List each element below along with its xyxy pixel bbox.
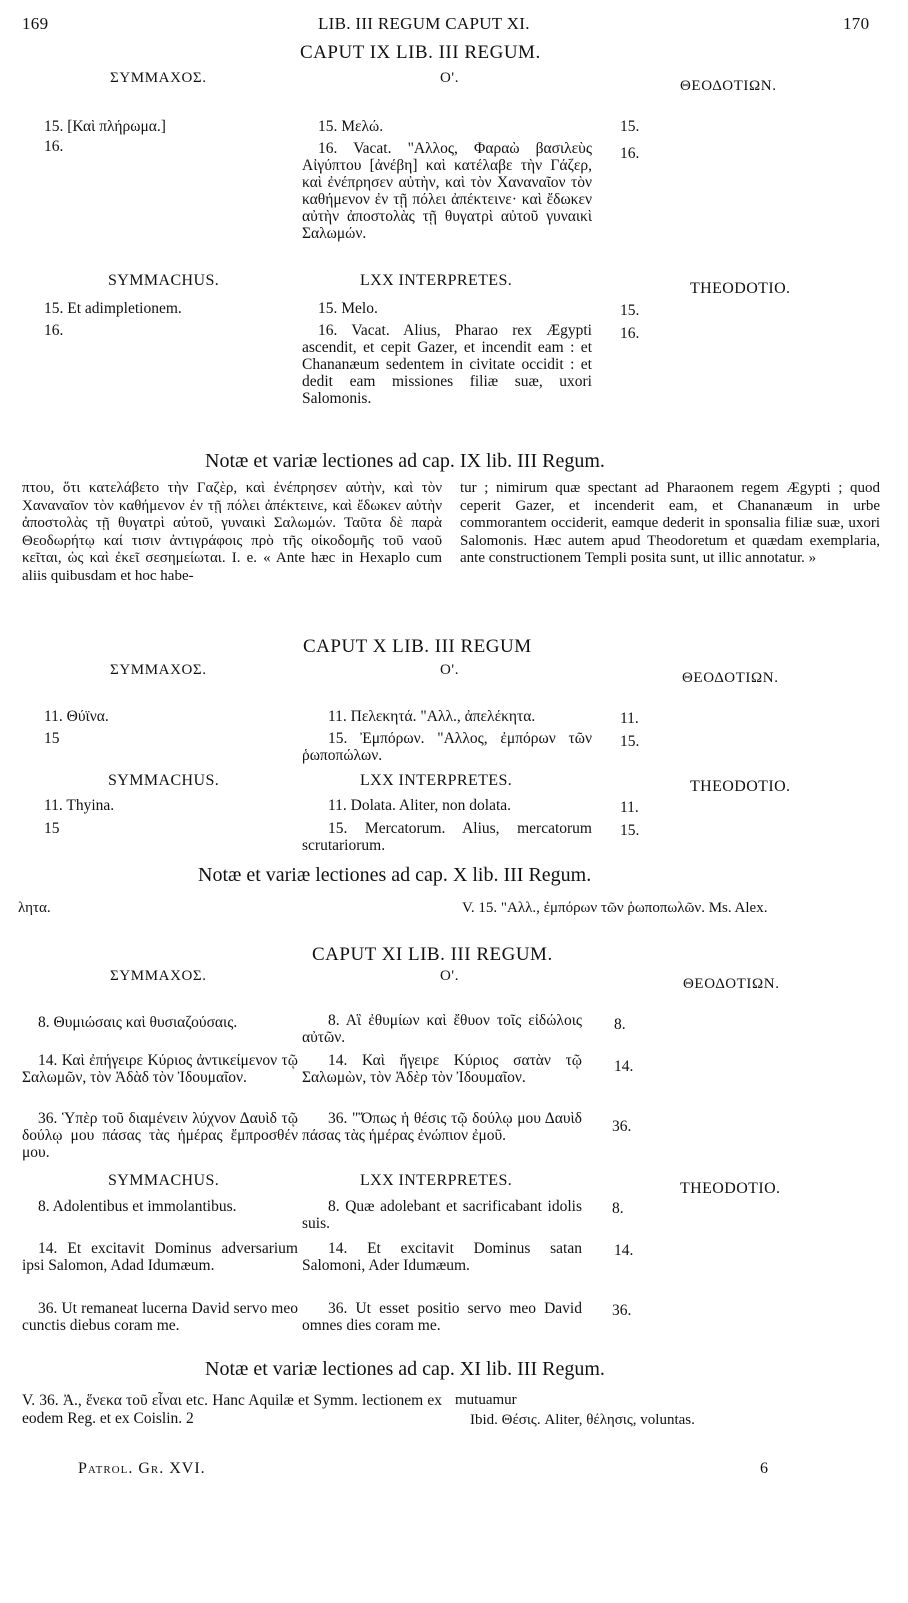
caput-ix-greek-lxx-15: 15. Μελώ. [318,118,384,135]
caput-xi-notes-right-2: Ibid. Θέσις. Aliter, θέλησις, voluntas. [470,1412,695,1428]
caput-xi-greek-theodotion-head: ΘΕΟΔΟΤΙΩΝ. [683,976,780,992]
caput-xi-latin-theo-8: 8. [612,1200,624,1217]
caput-xi-greek-theo-36: 36. [612,1118,632,1135]
caput-xi-greek-sym-36: 36. Ὑπὲρ τοῦ διαμένειν λύχνον Δαυὶδ τῷ δούλῳ μου πάσας τὰς ἡμέρας ἔμπροσθέν μου. [22,1110,298,1161]
footer-series: Patrol. Gr. XVI. [78,1460,206,1477]
caput-xi-greek-lxx-8: 8. Αἳ ἐθυμίων καὶ ἔθυον τοῖς εἰδώλοις αὐτῶν. [302,1012,582,1046]
caput-x-latin-theo-11: 11. [620,799,639,816]
caput-xi-latin-lxx-36: 36. Ut esset positio servo meo David omnes dies coram me. [302,1300,582,1334]
caput-x-greek-theodotion-head: ΘΕΟΔΟΤΙΩΝ. [682,670,779,686]
caput-xi-notes-right-1: mutuamur [455,1392,517,1408]
caput-ix-latin-sym-15: 15. Et adimpletionem. [44,300,182,317]
caput-x-notes-left: λητα. [18,900,51,916]
caput-x-title: CAPUT X LIB. III REGUM [303,636,532,657]
caput-xi-title: CAPUT XI LIB. III REGUM. [312,944,553,965]
caput-x-latin-theo-15: 15. [620,822,640,839]
caput-ix-greek-theodotion-head: ΘΕΟΔΟΤΙΩΝ. [680,78,777,94]
caput-x-latin-symmachus-head: SYMMACHUS. [108,772,220,789]
caput-ix-greek-symmachus-head: ΣΥΜΜΑΧΟΣ. [110,70,207,86]
caput-ix-greek-theo-15: 15. [620,118,640,135]
caput-xi-latin-sym-36: 36. Ut remaneat lucerna David servo meo cunctis diebus coram me. [22,1300,298,1334]
caput-xi-latin-lxx-head: LXX INTERPRETES. [360,1172,513,1189]
caput-x-greek-sym-11: 11. Θύϊνα. [44,708,109,725]
caput-xi-greek-lxx-head: O'. [440,968,460,984]
caput-ix-title: CAPUT IX LIB. III REGUM. [300,42,541,63]
caput-ix-notes-left: πτου, ὅτι κατελάβετο τὴν Γαζὲρ, καὶ ἐνέπρησεν αὐτὴν, καὶ τὸν Χαναναῖον τὸν καθήμενον ἐν τῇ πόλει ἀπέκτεινε, καὶ ἔδωκεν αὐτὴν ἀποστολὰς τῇ θυγατρὶ αὐτοῦ, γυναικὶ Σαλωμών. Ταῦτα δὲ παρὰ Θεοδωρήτῳ καί τισιν ἀντιγράφοις πρὸ τῆς οἰκοδομῆς τοῦ ναοῦ κεῖται, ὡς καὶ ἐκεῖ σεσημείωται. I. e. « Ante hæc in Hexaplo cum aliis quibusdam et hoc habe- [22,480,442,584]
caput-ix-latin-symmachus-head: SYMMACHUS. [108,272,220,289]
caput-ix-greek-sym-15: 15. [Καὶ πλήρωμα.] [44,118,166,135]
caput-ix-latin-theodotion-head: THEODOTIO. [690,280,791,297]
caput-x-latin-lxx-head: LXX INTERPRETES. [360,772,513,789]
caput-x-greek-theo-11: 11. [620,710,639,727]
caput-xi-greek-lxx-14: 14. Καὶ ἤγειρε Κύριος σατὰν τῷ Σαλωμὼν, τὸν Ἀδὲρ τὸν Ἰδουμαῖον. [302,1052,582,1086]
caput-ix-latin-lxx-16: 16. Vacat. Alius, Pharao rex Ægypti ascendit, et cepit Gazer, et incendit eam : et Chananæum sedentem in civitate occidit : et dedit eam missiones filiæ suæ, uxori Salomonis. [302,322,592,407]
caput-xi-greek-sym-8: 8. Θυμιώσαις καὶ θυσιαζούσαις. [38,1014,238,1031]
running-head: LIB. III REGUM CAPUT XI. [318,14,530,33]
caput-ix-latin-theo-15: 15. [620,302,640,319]
caput-xi-latin-lxx-8: 8. Quæ adolebant et sacrificabant idolis suis. [302,1198,582,1232]
caput-ix-latin-lxx-head: LXX INTERPRETES. [360,272,513,289]
caput-ix-greek-lxx-16: 16. Vacat. "Αλλος, Φαραὼ βασιλεὺς Αἰγύπτου [ἀνέβη] καὶ κατέλαβε τὴν Γάζερ, καὶ ἐνέπρησεν αὐτὴν, καὶ τὸν Χαναναῖον τὸν καθήμενον ἐν τῇ πόλει ἀπέκτεινε· καὶ ἔδωκεν αὐτὴν ἀποστολὰς τῇ θυγατρὶ αὐτοῦ γυναικὶ Σαλωμών. [302,140,592,242]
caput-xi-latin-lxx-14: 14. Et excitavit Dominus satan Salomoni, Ader Idumæum. [302,1240,582,1274]
caput-ix-greek-lxx-head: O'. [440,70,460,86]
caput-x-greek-symmachus-head: ΣΥΜΜΑΧΟΣ. [110,662,207,678]
caput-xi-latin-theo-36: 36. [612,1302,632,1319]
caput-xi-latin-symmachus-head: SYMMACHUS. [108,1172,220,1189]
caput-x-latin-sym-11: 11. Thyina. [44,797,115,814]
caput-ix-latin-theo-16: 16. [620,325,640,342]
caput-ix-latin-lxx-15: 15. Melo. [318,300,378,317]
caput-ix-notes-right: tur ; nimirum quæ spectant ad Pharaonem regem Ægypti ; quod ceperit Gazer, et incenderit eam, et Chananæum in urbe commorantem occiderit, eamque dederit in sponsalia filiæ suæ, uxori Salomonis. Hæc autem apud Theodoretum et quædam exemplaria, ante constructionem Templi posita sunt, ut illic annotatur. » [460,480,880,566]
caput-x-greek-lxx-11: 11. Πελεκητά. "Αλλ., ἀπελέκητα. [328,708,536,725]
page-number-left: 169 [22,14,49,33]
caput-xi-greek-sym-14: 14. Καὶ ἐπήγειρε Κύριος ἀντικείμενον τῷ Σαλωμῶν, τὸν Ἀδὰδ τὸν Ἰδουμαῖον. [22,1052,298,1086]
caput-xi-notes-title: Notæ et variæ lectiones ad cap. XI lib. III Regum. [205,1358,605,1380]
caput-ix-greek-sym-16: 16. [44,138,64,155]
caput-x-notes-right: V. 15. "Αλλ., ἐμπόρων τῶν ῥωποπωλῶν. Ms. Alex. [462,900,768,916]
caput-xi-greek-symmachus-head: ΣΥΜΜΑΧΟΣ. [110,968,207,984]
footer-signature: 6 [760,1460,769,1477]
caput-x-greek-theo-15: 15. [620,733,640,750]
caput-x-latin-lxx-15: 15. Mercatorum. Alius, mercatorum scrutariorum. [302,820,592,854]
page-number-right: 170 [843,14,870,33]
caput-x-notes-title: Notæ et variæ lectiones ad cap. X lib. III Regum. [198,864,592,886]
caput-ix-greek-theo-16: 16. [620,145,640,162]
caput-x-latin-theodotion-head: THEODOTIO. [690,778,791,795]
caput-ix-notes-title: Notæ et variæ lectiones ad cap. IX lib. III Regum. [205,450,605,472]
caput-xi-greek-theo-8: 8. [614,1016,626,1033]
caput-x-greek-lxx-head: O'. [440,662,460,678]
caput-xi-notes-left: V. 36. Ἀ., ἕνεκα τοῦ εἶναι etc. Hanc Aquilæ et Symm. lectionem ex eodem Reg. et ex Coislin. 2 [22,1392,442,1427]
caput-xi-latin-sym-14: 14. Et excitavit Dominus adversarium ipsi Salomon, Adad Idumæum. [22,1240,298,1274]
caput-x-greek-lxx-15: 15. Ἐμπόρων. "Αλλος, ἐμπόρων τῶν ῥωποπώλων. [302,730,592,764]
caput-xi-latin-sym-8: 8. Adolentibus et immolantibus. [38,1198,237,1215]
caput-ix-latin-sym-16: 16. [44,322,64,339]
caput-xi-latin-theo-14: 14. [614,1242,634,1259]
caput-xi-greek-lxx-36: 36. "Ὅπως ἡ θέσις τῷ δούλῳ μου Δαυὶδ πάσας τὰς ἡμέρας ἐνώπιον ἐμοῦ. [302,1110,582,1144]
caput-xi-latin-theodotion-head: THEODOTIO. [680,1180,781,1197]
caput-x-greek-sym-15: 15 [44,730,60,747]
caput-x-latin-lxx-11: 11. Dolata. Aliter, non dolata. [328,797,512,814]
caput-xi-greek-theo-14: 14. [614,1058,634,1075]
caput-x-latin-sym-15: 15 [44,820,60,837]
